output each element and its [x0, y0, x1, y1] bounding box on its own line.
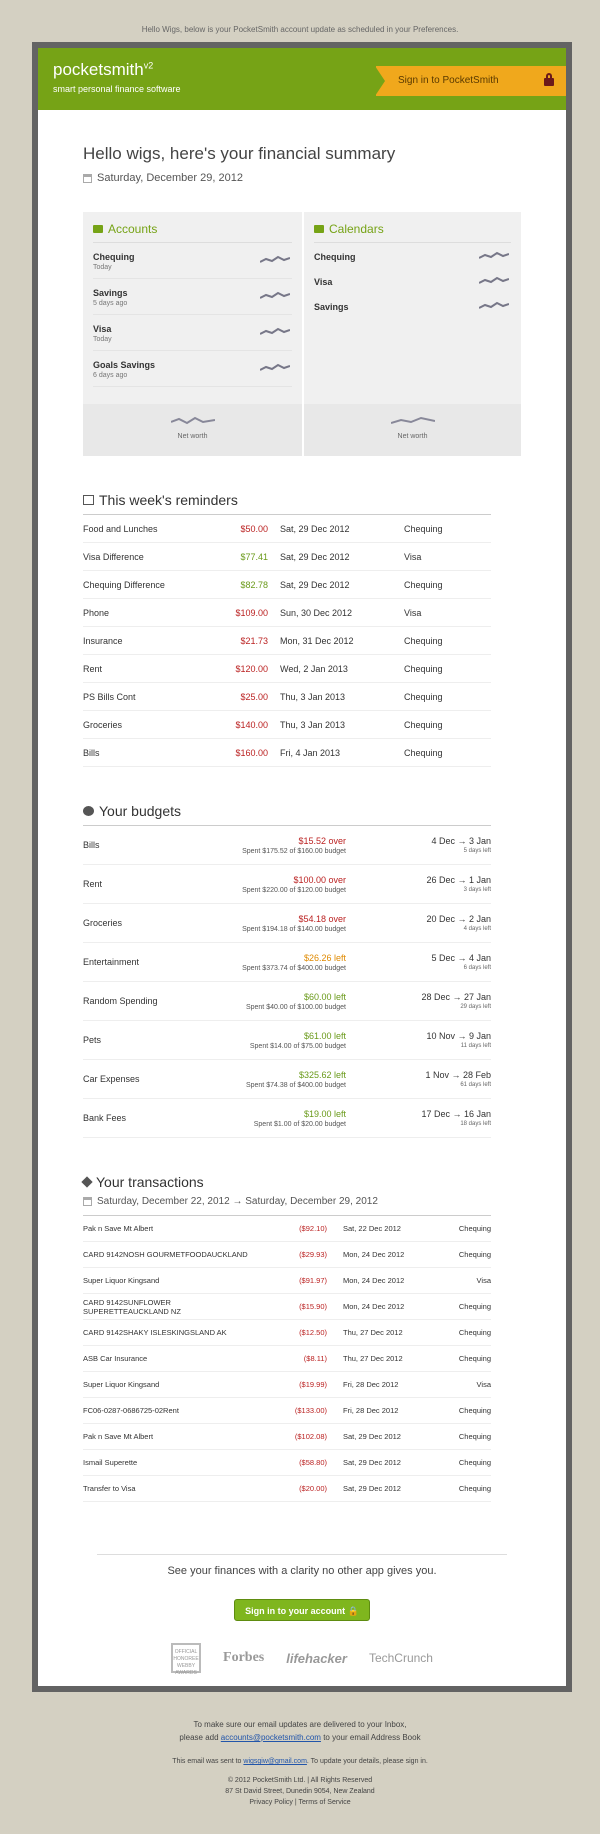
- budget-spent: Spent $373.74 of $400.00 budget: [242, 964, 346, 972]
- accounts-title-text: Accounts: [108, 222, 158, 236]
- account-name: Savings: [93, 288, 128, 298]
- privacy-policy-link[interactable]: Privacy Policy: [249, 1799, 293, 1806]
- budget-days-left: 29 days left: [460, 1004, 491, 1010]
- budget-spent: Spent $1.00 of $20.00 budget: [253, 1120, 346, 1128]
- footer-sent-post: . To update your details, please sign in.: [306, 1758, 428, 1765]
- webby-logo: OFFICIAL HONOREE WEBBY AWARDS: [171, 1643, 201, 1673]
- transaction-account: Chequing: [458, 1484, 491, 1493]
- reminder-row[interactable]: [83, 515, 491, 543]
- transactions-range: [83, 1196, 491, 1216]
- transaction-row[interactable]: [83, 1294, 491, 1320]
- transaction-desc: CARD 9142NOSH GOURMETFOODAUCKLAND: [83, 1250, 248, 1259]
- transaction-amount: ($15.90): [299, 1302, 327, 1311]
- reminder-date: Sat, 29 Dec 2012: [280, 523, 350, 534]
- wallet-icon: [93, 225, 103, 233]
- transaction-date: Mon, 24 Dec 2012: [343, 1302, 405, 1311]
- techcrunch-logo: TechCrunch: [368, 1651, 433, 1665]
- transactions-title-text: Your transactions: [96, 1174, 204, 1190]
- calendar-icon: [83, 1197, 92, 1206]
- budget-period-block: [346, 1109, 491, 1127]
- budget-period-block: [346, 953, 491, 971]
- budget-period-block: [346, 1031, 491, 1049]
- footer-line1: To make sure our email updates are delivered to your Inbox,: [193, 1720, 407, 1729]
- budget-range: 28 Dec → 27 Jan: [421, 992, 491, 1002]
- terms-of-service-link[interactable]: Terms of Service: [298, 1799, 351, 1806]
- reminder-account: Visa: [404, 551, 422, 562]
- transactions-range-text: Saturday, December 22, 2012 → Saturday, December 29, 2012: [97, 1196, 378, 1207]
- transaction-desc: ASB Car Insurance: [83, 1354, 148, 1363]
- signin-account-label: Sign in to your account: [245, 1606, 346, 1616]
- transaction-row[interactable]: [83, 1424, 491, 1450]
- account-updated: 6 days ago: [93, 372, 128, 379]
- budget-days-left: 61 days left: [460, 1082, 491, 1088]
- account-updated: Today: [93, 336, 112, 343]
- reminders-section: [83, 492, 491, 767]
- reminder-account: Chequing: [404, 635, 443, 646]
- budget-status: $60.00 left: [303, 991, 346, 1002]
- budget-range: 17 Dec → 16 Jan: [421, 1109, 491, 1119]
- transaction-account: Chequing: [458, 1250, 491, 1259]
- budget-status-block: [203, 1109, 346, 1128]
- tagline: smart personal finance software: [53, 84, 181, 94]
- press-logos: [83, 1643, 521, 1676]
- reminder-name: Chequing Difference: [83, 579, 165, 590]
- transaction-desc: FC06-0287-0686725-02Rent: [83, 1406, 179, 1415]
- budget-name: Groceries: [83, 918, 123, 928]
- budget-row[interactable]: [83, 904, 491, 943]
- budget-row[interactable]: [83, 865, 491, 904]
- reminder-name: Insurance: [83, 635, 123, 646]
- account-sparkline: [260, 255, 290, 265]
- budget-spent: Spent $14.00 of $75.00 budget: [249, 1042, 346, 1050]
- accounts-title: [93, 222, 292, 243]
- reminder-date: Sat, 29 Dec 2012: [280, 551, 350, 562]
- budget-range: 26 Dec → 1 Jan: [426, 875, 491, 885]
- reminder-name: Bills: [83, 747, 100, 758]
- calendar-name: Savings: [314, 302, 349, 312]
- transactions-section: [83, 1174, 491, 1502]
- footer-sent-pre: This email was sent to: [172, 1758, 244, 1765]
- footer-line2-post: to your email Address Book: [320, 1733, 421, 1742]
- budget-name: Rent: [83, 879, 103, 889]
- transaction-row[interactable]: [83, 1398, 491, 1424]
- transaction-row[interactable]: [83, 1450, 491, 1476]
- transaction-account: Visa: [476, 1380, 491, 1389]
- reminder-account: Chequing: [404, 523, 443, 534]
- account-row[interactable]: [93, 279, 292, 315]
- budget-spent: Spent $175.52 of $160.00 budget: [242, 847, 346, 855]
- calendars-title: [314, 222, 511, 243]
- transaction-desc: Pak n Save Mt Albert: [83, 1224, 154, 1233]
- budget-period-block: [346, 875, 491, 893]
- reminder-name: PS Bills Cont: [83, 691, 136, 702]
- lock-icon: [544, 74, 554, 86]
- reminder-date: Wed, 2 Jan 2013: [280, 663, 348, 674]
- account-row[interactable]: [93, 315, 292, 351]
- reminder-row[interactable]: [83, 599, 491, 627]
- footer-sent-email-link[interactable]: wigsgiw@gmail.com: [243, 1758, 307, 1765]
- budget-row[interactable]: [83, 1060, 491, 1099]
- header-bar: [38, 48, 566, 110]
- account-name: Goals Savings: [93, 360, 156, 370]
- budget-row[interactable]: [83, 1021, 491, 1060]
- budget-range: 1 Nov → 28 Feb: [425, 1070, 491, 1080]
- transaction-amount: ($91.97): [299, 1276, 327, 1285]
- budget-days-left: 18 days left: [460, 1121, 491, 1127]
- reminder-amount: $140.00: [235, 719, 268, 730]
- forbes-logo: Forbes: [223, 1650, 265, 1665]
- budget-spent: Spent $220.00 of $120.00 budget: [242, 886, 346, 894]
- account-sparkline: [260, 363, 290, 373]
- transaction-account: Chequing: [458, 1406, 491, 1415]
- budget-name: Entertainment: [83, 957, 140, 967]
- transaction-date: Thu, 27 Dec 2012: [343, 1328, 403, 1337]
- budget-status-block: [203, 914, 346, 933]
- transaction-row[interactable]: [83, 1242, 491, 1268]
- transaction-desc: Pak n Save Mt Albert: [83, 1432, 154, 1441]
- transaction-amount: ($20.00): [299, 1484, 327, 1493]
- reminder-date: Mon, 31 Dec 2012: [280, 635, 354, 646]
- transaction-row[interactable]: [83, 1216, 491, 1242]
- reminder-row[interactable]: [83, 543, 491, 571]
- net-worth-label: Net worth: [397, 433, 428, 440]
- reminder-amount: $160.00: [235, 747, 268, 758]
- budget-row[interactable]: [83, 826, 491, 865]
- net-worth-label: Net worth: [177, 433, 208, 440]
- transaction-account: Chequing: [458, 1224, 491, 1233]
- budget-period-block: [346, 992, 491, 1010]
- reminder-date: Thu, 3 Jan 2013: [280, 691, 346, 702]
- budget-name: Car Expenses: [83, 1074, 140, 1084]
- reminder-row[interactable]: [83, 739, 491, 767]
- budget-status: $54.18 over: [298, 913, 346, 924]
- calendar-name: Visa: [314, 277, 333, 287]
- account-updated: 5 days ago: [93, 300, 128, 307]
- calendar-icon: [83, 174, 92, 183]
- budget-row[interactable]: [83, 943, 491, 982]
- account-row[interactable]: [93, 351, 292, 387]
- reminder-amount: $120.00: [235, 663, 268, 674]
- account-sparkline: [479, 276, 509, 286]
- reminder-name: Groceries: [83, 719, 123, 730]
- budget-name: Bank Fees: [83, 1113, 127, 1123]
- budget-days-left: 6 days left: [463, 965, 491, 971]
- transaction-amount: ($58.80): [299, 1458, 327, 1467]
- transaction-amount: ($133.00): [294, 1406, 327, 1415]
- budget-period-block: [346, 836, 491, 854]
- budget-name: Bills: [83, 840, 100, 850]
- budget-days-left: 11 days left: [460, 1043, 491, 1049]
- transaction-date: Sat, 29 Dec 2012: [343, 1458, 401, 1467]
- reminder-row[interactable]: [83, 711, 491, 739]
- budget-spent: Spent $74.38 of $400.00 budget: [245, 1081, 346, 1089]
- transaction-amount: ($92.10): [299, 1224, 327, 1233]
- transaction-account: Chequing: [458, 1328, 491, 1337]
- transaction-desc: Ismail Superette: [83, 1458, 138, 1467]
- transaction-amount: ($29.93): [299, 1250, 327, 1259]
- budget-row[interactable]: [83, 1099, 491, 1138]
- transaction-row[interactable]: [83, 1268, 491, 1294]
- pie-chart-icon: [83, 806, 94, 816]
- reminder-row[interactable]: [83, 571, 491, 599]
- signin-top-label: Sign in to PocketSmith: [398, 75, 499, 86]
- summary-date-text: Saturday, December 29, 2012: [97, 172, 243, 184]
- budget-range: 4 Dec → 3 Jan: [431, 836, 491, 846]
- transaction-account: Visa: [476, 1276, 491, 1285]
- budget-spent: Spent $194.18 of $140.00 budget: [242, 925, 346, 933]
- tag-icon: [81, 1176, 92, 1187]
- budget-days-left: 5 days left: [463, 848, 491, 854]
- transactions-title: [83, 1174, 491, 1190]
- reminder-date: Thu, 3 Jan 2013: [280, 719, 346, 730]
- logo-text: pocketsmith: [53, 60, 144, 79]
- budget-range: 20 Dec → 2 Jan: [426, 914, 491, 924]
- transaction-date: Thu, 27 Dec 2012: [343, 1354, 403, 1363]
- footer: [0, 1700, 600, 1808]
- signin-top-button[interactable]: [376, 66, 566, 96]
- budget-days-left: 4 days left: [463, 926, 491, 932]
- transaction-desc: Super Liquor Kingsand: [83, 1276, 160, 1285]
- transaction-date: Sat, 29 Dec 2012: [343, 1484, 401, 1493]
- reminder-account: Chequing: [404, 663, 443, 674]
- summary-date: [83, 172, 521, 184]
- budget-period-block: [346, 1070, 491, 1088]
- reminder-icon: [83, 495, 94, 505]
- budget-status-block: [203, 953, 346, 972]
- accounts-net-worth: [83, 404, 302, 456]
- budgets-title-text: Your budgets: [99, 803, 181, 819]
- account-sparkline: [479, 301, 509, 311]
- transaction-row[interactable]: [83, 1476, 491, 1502]
- calendar-name: Chequing: [314, 252, 356, 262]
- budget-status-block: [203, 992, 346, 1011]
- transaction-date: Sat, 29 Dec 2012: [343, 1432, 401, 1441]
- reminder-account: Visa: [404, 607, 422, 618]
- budget-status: $325.62 left: [298, 1069, 346, 1080]
- signin-account-button[interactable]: Sign in to your account 🔒: [234, 1599, 370, 1621]
- account-name: Visa: [93, 324, 112, 334]
- reminder-name: Phone: [83, 607, 110, 618]
- lifehacker-logo: lifehacker: [286, 1650, 347, 1666]
- calendar-row[interactable]: [314, 268, 511, 293]
- budget-status-block: [203, 836, 346, 855]
- calendars-title-text: Calendars: [329, 222, 384, 236]
- transaction-account: Chequing: [458, 1302, 491, 1311]
- transaction-date: Sat, 22 Dec 2012: [343, 1224, 401, 1233]
- budget-status: $26.26 left: [303, 952, 346, 963]
- account-sparkline: [260, 327, 290, 337]
- account-name: Chequing: [93, 252, 135, 262]
- reminder-name: Rent: [83, 663, 103, 674]
- transaction-row[interactable]: [83, 1372, 491, 1398]
- budget-name: Random Spending: [83, 996, 158, 1006]
- reminders-title: [83, 492, 491, 515]
- transaction-date: Mon, 24 Dec 2012: [343, 1250, 405, 1259]
- reminder-date: Sun, 30 Dec 2012: [280, 607, 353, 618]
- account-row[interactable]: [93, 243, 292, 279]
- budgets-title: [83, 803, 491, 826]
- greeting-title: Hello wigs, here's your financial summary: [83, 144, 396, 163]
- calendars-net-worth: [304, 404, 521, 456]
- accounts-panel: [83, 212, 302, 456]
- budget-status: $15.52 over: [298, 835, 346, 846]
- transaction-account: Chequing: [458, 1432, 491, 1441]
- reminders-title-text: This week's reminders: [99, 492, 238, 508]
- budget-days-left: 3 days left: [463, 887, 491, 893]
- budget-range: 5 Dec → 4 Jan: [431, 953, 491, 963]
- transaction-row[interactable]: [83, 1320, 491, 1346]
- reminder-amount: $109.00: [235, 607, 268, 618]
- reminder-date: Fri, 4 Jan 2013: [280, 747, 341, 758]
- cta-text: See your finances with a clarity no other app gives you.: [97, 1554, 507, 1577]
- calendars-panel: [302, 212, 521, 456]
- email-frame: [32, 42, 572, 1692]
- transaction-desc: Super Liquor Kingsand: [83, 1380, 160, 1389]
- transaction-date: Fri, 28 Dec 2012: [343, 1406, 399, 1415]
- footer-address: 87 St David Street, Dunedin 9054, New Zealand: [225, 1788, 375, 1795]
- footer-email-link[interactable]: accounts@pocketsmith.com: [220, 1733, 321, 1742]
- transaction-account: Chequing: [458, 1354, 491, 1363]
- budget-spent: Spent $40.00 of $100.00 budget: [245, 1003, 346, 1011]
- summary-panels: [83, 212, 521, 456]
- logo[interactable]: [53, 60, 153, 80]
- footer-copyright: © 2012 PocketSmith Ltd. | All Rights Reserved: [227, 1777, 373, 1784]
- transaction-amount: ($8.11): [303, 1354, 327, 1363]
- transaction-amount: ($12.50): [299, 1328, 327, 1337]
- reminder-row[interactable]: [83, 627, 491, 655]
- transaction-account: Chequing: [458, 1458, 491, 1467]
- reminder-amount: $25.00: [240, 691, 268, 702]
- budget-status-block: [203, 1031, 346, 1050]
- footer-separator: |: [292, 1799, 299, 1806]
- reminder-amount: $50.00: [240, 523, 268, 534]
- calendar-row[interactable]: [314, 293, 511, 318]
- reminder-account: Chequing: [404, 579, 443, 590]
- preheader: Hello Wigs, below is your PocketSmith account update as scheduled in your Preferences.: [141, 25, 459, 34]
- account-sparkline: [260, 291, 290, 301]
- reminder-amount: $77.41: [240, 551, 268, 562]
- logo-version: v2: [143, 60, 154, 71]
- calendar-row[interactable]: [314, 243, 511, 268]
- transaction-desc: CARD 9142SHAKY ISLESKINGSLAND AK: [83, 1328, 227, 1337]
- reminder-account: Chequing: [404, 747, 443, 758]
- budgets-section: [83, 803, 491, 1138]
- budget-status: $19.00 left: [303, 1108, 346, 1119]
- transaction-date: Fri, 28 Dec 2012: [343, 1380, 399, 1389]
- reminder-account: Chequing: [404, 719, 443, 730]
- budget-status: $100.00 over: [293, 874, 346, 885]
- transaction-date: Mon, 24 Dec 2012: [343, 1276, 405, 1285]
- budget-period-block: [346, 914, 491, 932]
- reminder-date: Sat, 29 Dec 2012: [280, 579, 350, 590]
- account-updated: Today: [93, 264, 112, 271]
- transaction-row[interactable]: [83, 1346, 491, 1372]
- net-worth-sparkline: [391, 416, 435, 426]
- budget-status-block: [203, 875, 346, 894]
- account-sparkline: [479, 251, 509, 261]
- transaction-desc: CARD 9142SUNFLOWER SUPERETTEAUCKLAND NZ: [83, 1297, 181, 1316]
- budget-status: $61.00 left: [303, 1030, 346, 1041]
- reminder-name: Food and Lunches: [83, 523, 158, 534]
- net-worth-sparkline: [171, 416, 215, 426]
- reminder-amount: $82.78: [240, 579, 268, 590]
- calendar-icon: [314, 225, 324, 233]
- reminder-row[interactable]: [83, 655, 491, 683]
- transaction-amount: ($102.08): [294, 1432, 327, 1441]
- footer-line2-pre: please add: [179, 1733, 221, 1742]
- transaction-desc: Transfer to Visa: [83, 1484, 136, 1493]
- email-body: [38, 48, 566, 1686]
- budget-status-block: [203, 1070, 346, 1089]
- reminder-account: Chequing: [404, 691, 443, 702]
- transaction-amount: ($19.99): [299, 1380, 327, 1389]
- budget-range: 10 Nov → 9 Jan: [426, 1031, 491, 1041]
- reminder-amount: $21.73: [240, 635, 268, 646]
- budget-name: Pets: [83, 1035, 102, 1045]
- reminder-name: Visa Difference: [83, 551, 144, 562]
- reminder-row[interactable]: [83, 683, 491, 711]
- budget-row[interactable]: [83, 982, 491, 1021]
